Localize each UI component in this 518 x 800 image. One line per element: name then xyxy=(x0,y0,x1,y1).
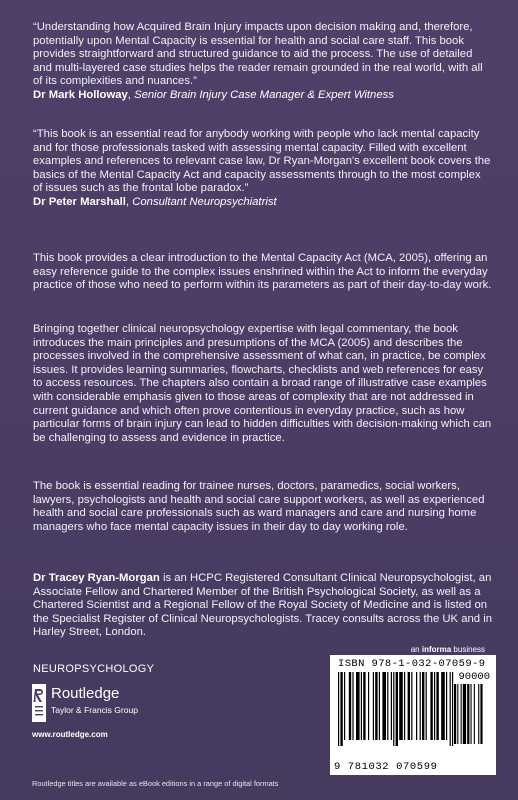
quote-attribution: Dr Mark Holloway, Senior Brain Injury Case Manager & Expert Witness xyxy=(33,88,394,101)
description-paragraph-3: The book is essential reading for trainee nurses, doctors, paramedics, social workers, lawyers, psychologists and health and social care support workers, as well as experienced health and social care professionals such as ward managers and care and nursing home managers who face mental capacity issues in their day to day working role. xyxy=(33,480,485,533)
price-code: 90000 xyxy=(458,671,490,683)
publisher-tagline: Taylor & Francis Group xyxy=(51,705,138,715)
informa-brand: informa xyxy=(421,645,452,654)
quote-text: “Understanding how Acquired Brain Injury impacts upon decision making and, therefore, potentially upon Mental Capacity is essential for health and social care staff. This book provides straightforward and structured guidance to aid the process. The use of detailed and multi-layered case studies helps the reader remain grounded in the real world, with all of its complexities and nuances.” xyxy=(33,21,483,88)
description-paragraph-1: This book provides a clear introduction to the Mental Capacity Act (MCA, 2005), offering an easy reference guide to the complex issues enshrined within the Act to inform the everyday practice of those who need to perform within its parameters as part of their day-to-day work. xyxy=(33,252,492,292)
endorsement-quote-1 xyxy=(33,21,493,103)
quote-author: Dr Peter Marshall xyxy=(33,195,126,208)
quote-text: “This book is an essential read for anybody working with people who lack mental capacity and for those professionals tasked with assessing mental capacity. Filled with excellent examples and references to relevant case law, Dr Ryan-Morgan's excellent book covers the basics of the Mental Capacity Act and capacity assessments through to the most complex of issues such as the frontal lobe paradox.” xyxy=(33,128,491,195)
quote-attribution: Dr Peter Marshall, Consultant Neuropsychiatrist xyxy=(33,195,277,208)
isbn-digits: 9 781032 070599 xyxy=(334,761,438,773)
isbn-barcode xyxy=(330,655,496,775)
author-bio-text: is an HCPC Registered Consultant Clinical Neuropsychologist, an Associate Fellow and Chartered Member of the British Psychological Society, as well as a Chartered Scientist and a Regional Fellow of the Royal Society of Medicine and is listed on the Specialist Register of Clinical Neuropsychologists. Tracey consults across the UK and in Harley Street, London. xyxy=(33,572,492,639)
publisher-name: Routledge xyxy=(51,685,120,702)
quote-author-title: Senior Brain Injury Case Manager & Expert Witness xyxy=(134,88,394,101)
isbn-label: ISBN 978-1-032-07059-9 xyxy=(338,658,486,670)
publisher-url[interactable]: www.routledge.com xyxy=(32,730,108,739)
quote-author-title: Consultant Neuropsychiatrist xyxy=(132,195,277,208)
ebook-footnote: Routledge titles are available as eBook editions in a range of digital formats xyxy=(32,779,279,788)
author-name: Dr Tracey Ryan-Morgan xyxy=(33,572,160,584)
endorsement-quote-2 xyxy=(33,128,493,210)
routledge-logo-icon xyxy=(32,684,46,722)
quote-author: Dr Mark Holloway xyxy=(33,88,128,101)
subject-category: NEUROPSYCHOLOGY xyxy=(33,663,155,675)
barcode-bars xyxy=(336,672,490,758)
author-bio xyxy=(33,572,493,640)
informa-business-label: an informa business xyxy=(410,645,485,654)
publisher-logo xyxy=(32,684,202,726)
description-paragraph-2: Bringing together clinical neuropsychology expertise with legal commentary, the book introduces the main principles and presumptions of the MCA (2005) and describes the processes involved in the comprehensive assessment of what can, in practice, be complex issues. It provides learning summaries, flowcharts, checklists and web references for easy to access resources. The chapters also contain a broad range of illustrative case examples with considerable emphasis given to those areas of complexity that are not addressed in current guidance and which often prove contentious in everyday practice, such as how particular forms of brain injury can lead to hidden difficulties with decision-making which can be challenging to assess and evidence in practice. xyxy=(33,323,492,444)
